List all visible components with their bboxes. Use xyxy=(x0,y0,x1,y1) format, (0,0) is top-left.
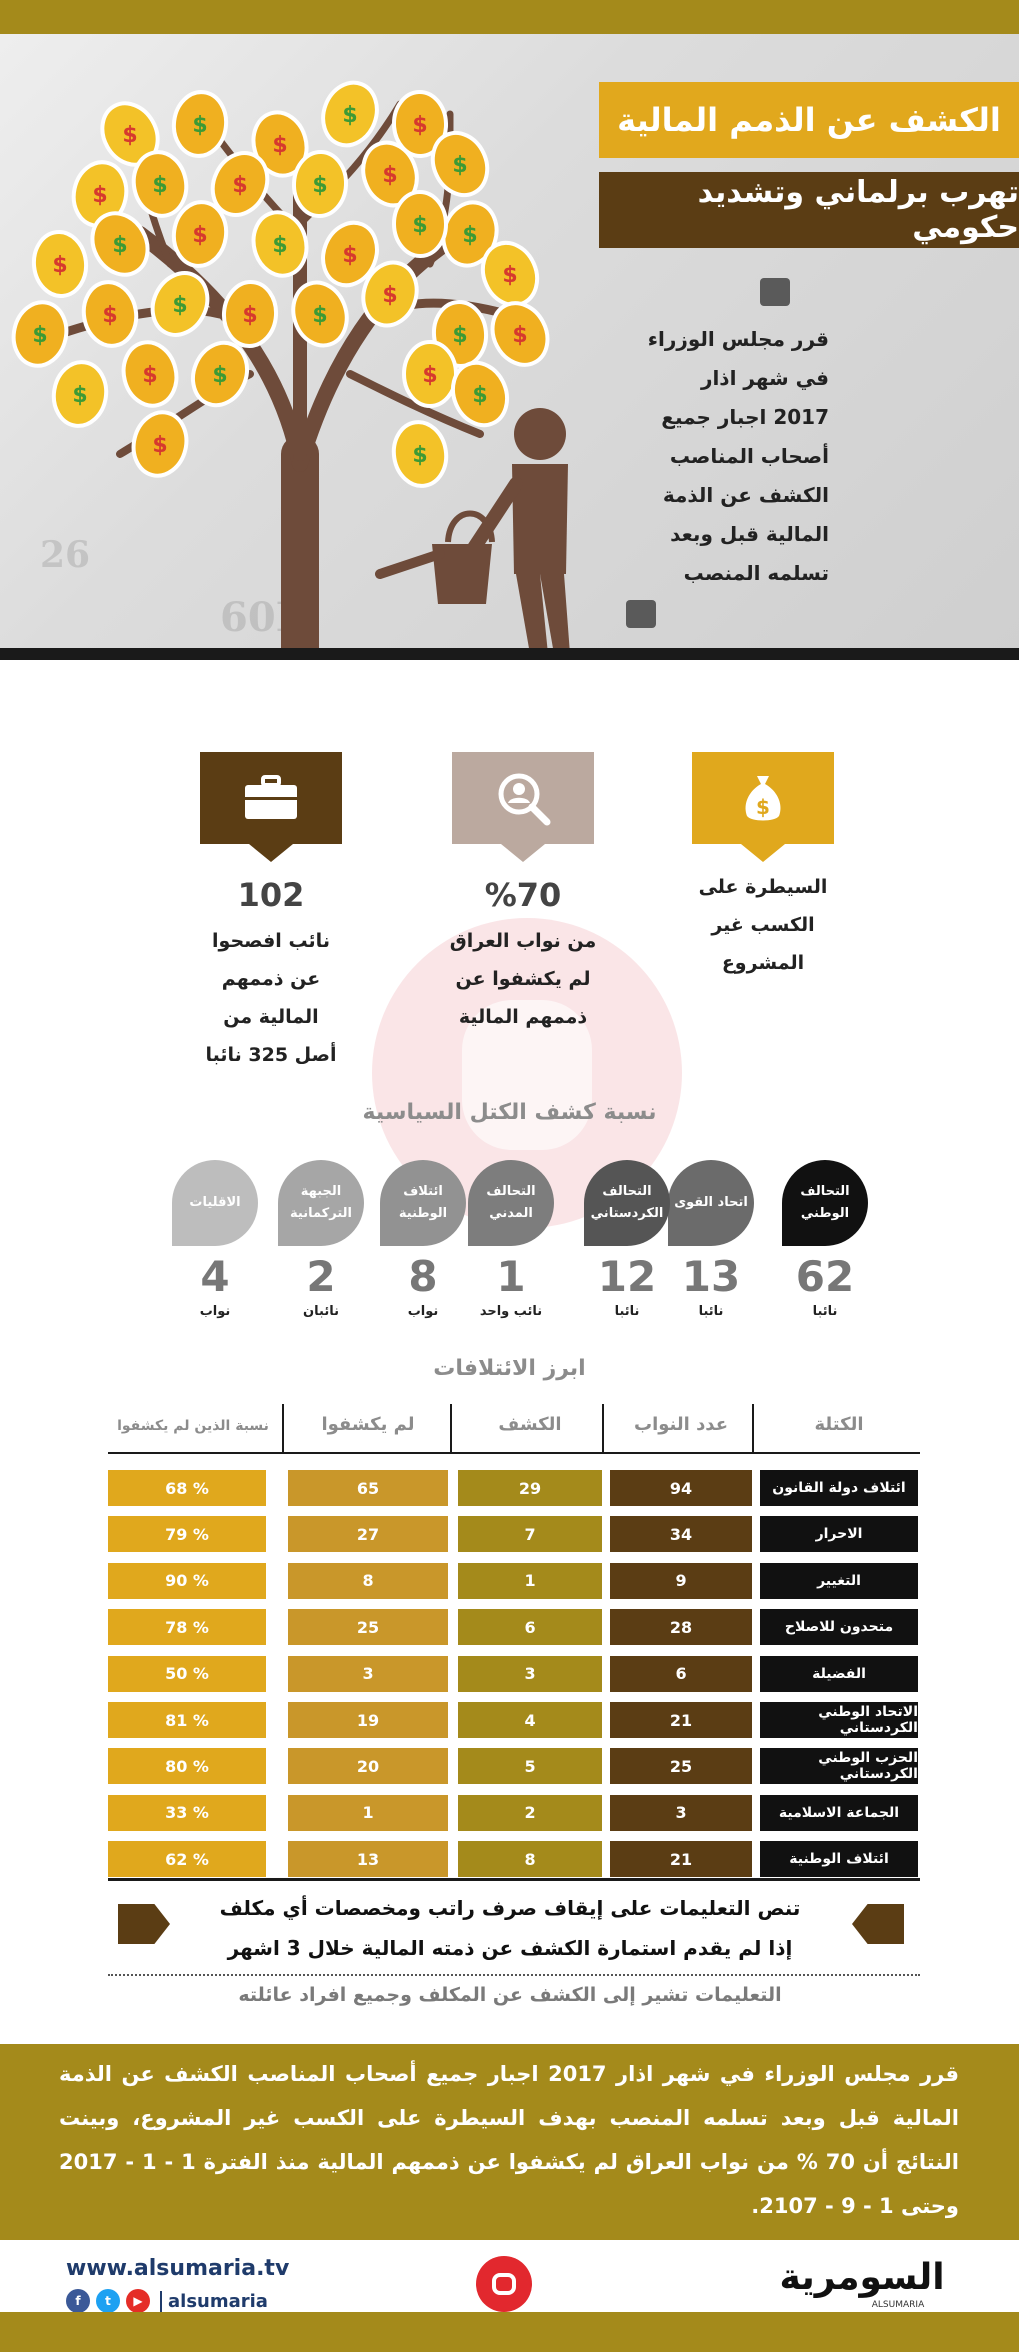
table-cell-pct: 81 % xyxy=(108,1702,266,1738)
table-cell-count: 3 xyxy=(610,1795,752,1831)
bloc-bubble: التحالف الوطني xyxy=(782,1160,868,1246)
dollar-sign-icon: $ xyxy=(502,263,518,288)
stat-percent-number: %70 xyxy=(484,876,562,914)
bloc-count: 8 xyxy=(408,1252,438,1301)
table-cell-name: الحزب الوطني الكردستاني xyxy=(760,1748,918,1784)
table-cell-disclosed: 8 xyxy=(458,1841,602,1877)
coalitions-title: ابرز الائتلافات xyxy=(433,1356,586,1381)
table-cell-not: 19 xyxy=(288,1702,448,1738)
magnifier-person-icon xyxy=(452,752,594,844)
note-line-3: التعليمات تشير إلى الكشف عن المكلف وجميع افراد عائلته xyxy=(238,1984,782,2006)
table-cell-pct: 80 % xyxy=(108,1748,266,1784)
stat-deputies-text: نائب افصحوا عن ذممهم المالية من أصل 325 نائبا xyxy=(205,930,337,1066)
svg-text:$: $ xyxy=(756,795,770,819)
table-cell-pct: 68 % xyxy=(108,1470,266,1506)
table-cell-not: 65 xyxy=(288,1470,448,1506)
dollar-sign-icon: $ xyxy=(192,223,208,248)
arrow-left-icon xyxy=(118,1904,170,1944)
table-cell-disclosed: 3 xyxy=(458,1656,602,1692)
stat-money-text: السيطرة على الكسب غير المشروع xyxy=(698,876,828,974)
table-cell-disclosed: 6 xyxy=(458,1609,602,1645)
dollar-sign-icon: $ xyxy=(422,363,438,388)
bloc-count: 1 xyxy=(496,1252,526,1301)
table-cell-not: 27 xyxy=(288,1516,448,1552)
infographic-title: الكشف عن الذمم المالية xyxy=(599,82,1019,158)
table-row xyxy=(108,1516,918,1552)
table-row xyxy=(108,1656,918,1692)
header-count: عدد النواب xyxy=(633,1414,729,1435)
dollar-sign-icon: $ xyxy=(52,253,68,278)
table-cell-name: الفضيلة xyxy=(760,1656,918,1692)
dollar-sign-icon: $ xyxy=(192,113,208,138)
table-cell-not: 25 xyxy=(288,1609,448,1645)
bloc-bubble: الجبهة التركمانية xyxy=(278,1160,364,1246)
hero-banner: 60B 26 $ $ $ $ $ $ $ $ $ $ $ $ $ $ $ $ $ $ $ $ $ $ $ $ $ $ $ $ $ $ $ $ $ $ xyxy=(0,34,1019,654)
header-bloc: الكتلة xyxy=(814,1414,864,1435)
twitter-icon[interactable]: t xyxy=(96,2289,120,2313)
dollar-sign-icon: $ xyxy=(112,233,128,258)
bloc-unit: نائبان xyxy=(303,1304,339,1319)
dollar-sign-icon: $ xyxy=(382,163,398,188)
table-cell-disclosed: 29 xyxy=(458,1470,602,1506)
dollar-sign-icon: $ xyxy=(342,243,358,268)
website-link[interactable]: www.alsumaria.tv xyxy=(66,2256,290,2281)
table-cell-not: 13 xyxy=(288,1841,448,1877)
table-cell-count: 25 xyxy=(610,1748,752,1784)
table-cell-disclosed: 1 xyxy=(458,1563,602,1599)
table-cell-pct: 90 % xyxy=(108,1563,266,1599)
open-quote-icon xyxy=(760,278,790,306)
dollar-sign-icon: $ xyxy=(412,213,428,238)
table-cell-name: متحدون للاصلاح xyxy=(760,1609,918,1645)
table-cell-count: 94 xyxy=(610,1470,752,1506)
header-divider xyxy=(752,1404,754,1454)
note-line-2: إذا لم يقدم استمارة الكشف عن ذمته المالية خلال 3 اشهر xyxy=(227,1936,793,1960)
header-not-disclosed: لم يكشفوا xyxy=(321,1414,415,1435)
table-cell-pct: 62 % xyxy=(108,1841,266,1877)
bloc-count: 4 xyxy=(200,1252,230,1301)
dollar-sign-icon: $ xyxy=(412,443,428,468)
dollar-sign-icon: $ xyxy=(122,123,138,148)
dollar-sign-icon: $ xyxy=(512,323,528,348)
header-divider xyxy=(282,1404,284,1454)
brand-logo-icon xyxy=(476,2256,532,2312)
facebook-icon[interactable]: f xyxy=(66,2289,90,2313)
table-cell-pct: 78 % xyxy=(108,1609,266,1645)
dollar-sign-icon: $ xyxy=(152,173,168,198)
header-disclosed: الكشف xyxy=(498,1414,562,1435)
social-handle[interactable]: alsumaria xyxy=(160,2291,268,2312)
header-divider xyxy=(602,1404,604,1454)
intro-text: قرر مجلس الوزراء في شهر اذار 2017 اجبار جميع أصحاب المناصب الكشف عن الذمة المالية قبل وبعد تسلمه المنصب xyxy=(647,327,829,585)
table-row xyxy=(108,1702,918,1738)
table-cell-count: 9 xyxy=(610,1563,752,1599)
table-cell-disclosed: 7 xyxy=(458,1516,602,1552)
infographic-subtitle: تهرب برلماني وتشديد حكومي xyxy=(599,172,1019,248)
header-percent: نسبة الذين لم يكشفوا xyxy=(117,1418,269,1434)
dollar-sign-icon: $ xyxy=(172,293,188,318)
bloc-bubble: اتحاد القوى xyxy=(668,1160,754,1246)
close-quote-icon xyxy=(626,600,656,628)
table-cell-not: 3 xyxy=(288,1656,448,1692)
table-cell-count: 6 xyxy=(610,1656,752,1692)
table-cell-name: الاحرار xyxy=(760,1516,918,1552)
stat-percent-text: من نواب العراق لم يكشفوا عن ذممهم المالية xyxy=(449,930,597,1028)
dollar-sign-icon: $ xyxy=(472,383,488,408)
dollar-sign-icon: $ xyxy=(412,113,428,138)
table-row xyxy=(108,1563,918,1599)
table-cell-not: 20 xyxy=(288,1748,448,1784)
dollar-sign-icon: $ xyxy=(342,103,358,128)
dollar-sign-icon: $ xyxy=(452,153,468,178)
dollar-sign-icon: $ xyxy=(462,223,478,248)
table-cell-count: 28 xyxy=(610,1609,752,1645)
dollar-sign-icon: $ xyxy=(32,323,48,348)
social-row xyxy=(66,2288,306,2314)
dollar-sign-icon: $ xyxy=(312,173,328,198)
notes-top-line xyxy=(108,1878,920,1881)
bloc-bubble: الاقليات xyxy=(172,1160,258,1246)
notes-dotted-line xyxy=(108,1974,920,1976)
note-line-1: تنص التعليمات على إيقاف صرف راتب ومخصصات أي مكلف xyxy=(219,1896,801,1920)
table-cell-count: 34 xyxy=(610,1516,752,1552)
table-cell-not: 1 xyxy=(288,1795,448,1831)
bloc-unit: نواب xyxy=(407,1304,439,1319)
money-bag-icon xyxy=(692,752,834,844)
header-underline xyxy=(108,1452,920,1454)
dollar-sign-icon: $ xyxy=(232,173,248,198)
arrow-right-icon xyxy=(852,1904,904,1944)
table-row xyxy=(108,1748,918,1784)
dollar-sign-icon: $ xyxy=(272,233,288,258)
dollar-sign-icon: $ xyxy=(242,303,258,328)
table-row xyxy=(108,1609,918,1645)
bloc-unit: نواب xyxy=(199,1304,231,1319)
summary-text: قرر مجلس الوزراء في شهر اذار 2017 اجبار جميع أصحاب المناصب الكشف عن الذمة المالية قبل وبعد تسلمه المنصب بهدف السيطرة على الكسب غير المشروع، وبينت النتائج أن 70 % من نواب العراق لم يكشفوا عن ذممهم المالية منذ الفترة 1 - 1 - 2017 وحتى 1 - 9 - 2107. xyxy=(59,2062,959,2218)
table-cell-count: 21 xyxy=(610,1841,752,1877)
footer-bar xyxy=(0,2312,1019,2352)
table-cell-name: الاتحاد الوطني الكردستاني xyxy=(760,1702,918,1738)
table-cell-disclosed: 5 xyxy=(458,1748,602,1784)
footer-logo-text: السومرية xyxy=(779,2257,945,2298)
bloc-unit: نائبا xyxy=(812,1304,838,1319)
table-cell-pct: 79 % xyxy=(108,1516,266,1552)
bloc-count: 13 xyxy=(681,1252,741,1301)
stat-deputies-number: 102 xyxy=(237,876,305,914)
table-row xyxy=(108,1470,918,1506)
table-cell-name: ائتلاف دولة القانون xyxy=(760,1470,918,1506)
table-cell-pct: 33 % xyxy=(108,1795,266,1831)
dollar-sign-icon: $ xyxy=(212,363,228,388)
bloc-count: 2 xyxy=(306,1252,336,1301)
blocs-section-title: نسبة كشف الكتل السياسية xyxy=(362,1100,657,1125)
table-row xyxy=(108,1795,918,1831)
footer-logo-sub: ALSUMARIA xyxy=(871,2300,925,2310)
header-divider xyxy=(450,1404,452,1454)
table-cell-pct: 50 % xyxy=(108,1656,266,1692)
bloc-count: 12 xyxy=(597,1252,657,1301)
briefcase-icon xyxy=(200,752,342,844)
bloc-count: 62 xyxy=(795,1252,855,1301)
dollar-sign-icon: $ xyxy=(152,433,168,458)
table-cell-name: ائتلاف الوطنية xyxy=(760,1841,918,1877)
table-cell-count: 21 xyxy=(610,1702,752,1738)
dollar-sign-icon: $ xyxy=(92,183,108,208)
youtube-icon[interactable]: ▶ xyxy=(126,2289,150,2313)
table-cell-name: الجماعة الاسلامية xyxy=(760,1795,918,1831)
bloc-unit: نائبا xyxy=(698,1304,724,1319)
dollar-sign-icon: $ xyxy=(312,303,328,328)
table-cell-disclosed: 2 xyxy=(458,1795,602,1831)
table-cell-name: التغيير xyxy=(760,1563,918,1599)
table-cell-not: 8 xyxy=(288,1563,448,1599)
dollar-sign-icon: $ xyxy=(452,323,468,348)
bloc-unit: نائب واحد xyxy=(479,1304,543,1319)
bloc-unit: نائبا xyxy=(614,1304,640,1319)
table-cell-disclosed: 4 xyxy=(458,1702,602,1738)
money-tree-illustration xyxy=(0,34,620,654)
bloc-bubble: ائتلاف الوطنية xyxy=(380,1160,466,1246)
hero-bottom-bar xyxy=(0,648,1019,660)
dollar-sign-icon: $ xyxy=(272,133,288,158)
top-bar xyxy=(0,0,1019,34)
bloc-bubble: التحالف الكردستاني xyxy=(584,1160,670,1246)
bloc-bubble: التحالف المدني xyxy=(468,1160,554,1246)
dollar-sign-icon: $ xyxy=(382,283,398,308)
dollar-sign-icon: $ xyxy=(72,383,88,408)
dollar-sign-icon: $ xyxy=(102,303,118,328)
dollar-sign-icon: $ xyxy=(142,363,158,388)
table-row xyxy=(108,1841,918,1877)
